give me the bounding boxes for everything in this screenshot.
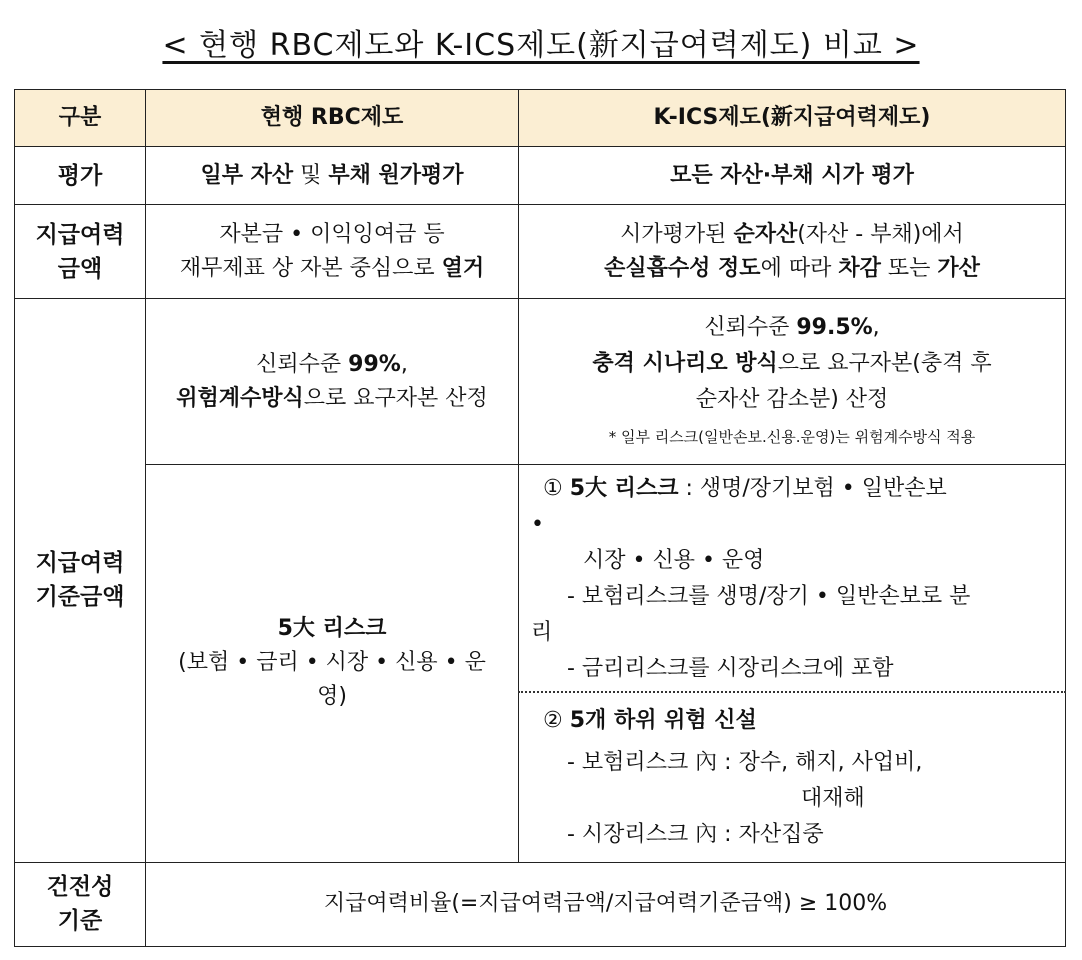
rbc-req-1a: 신뢰수준: [256, 351, 349, 377]
kics-avail-2c: 차감: [838, 255, 881, 281]
kics-req-note: * 일부 리스크(일반손보.신용.운영)는 위험계수방식 적용: [608, 427, 976, 446]
kics-avail-2e: 가산: [937, 255, 980, 281]
kics-sub-line2: 대재해: [801, 786, 865, 812]
kics-r5-bullet: •: [531, 512, 544, 537]
rbc-avail-line2a: 재무제표 상 자본 중심으로: [179, 255, 442, 281]
kics-req-2a: 충격 시나리오 방식: [592, 350, 778, 376]
label-soundness: [15, 862, 146, 946]
rbc-available-capital: [146, 205, 519, 299]
label-available-2: 금액: [57, 255, 103, 282]
kics-req-1c: ,: [872, 314, 880, 340]
rbc-risks-line3: 영): [317, 684, 347, 710]
kics-sub-line1: - 보험리스크 內 : 장수, 해지, 사업비,: [567, 750, 923, 776]
kics-five-risks: [519, 465, 1066, 693]
label-required-1: 지급여력: [35, 550, 125, 577]
kics-req-3: 순자산 감소분) 산정: [695, 386, 889, 412]
rbc-req-2a: 위험계수방식: [176, 385, 304, 411]
kics-sub-title: 5개 하위 위험 신설: [569, 708, 757, 734]
kics-req-1b: 99.5%: [796, 314, 873, 340]
kics-r5-desc: : 생명/장기보험 • 일반손보: [678, 476, 947, 501]
page-title: < 현행 RBC제도와 K-ICS제도(新지급여력제도) 비교 >: [162, 28, 920, 63]
label-evaluation: 평가: [15, 147, 146, 205]
kics-req-2b: 으로 요구자본(충격 후: [777, 350, 992, 376]
kics-evaluation: 모든 자산·부채 시가 평가: [519, 147, 1066, 205]
row-required-capital-top: [15, 299, 1066, 465]
header-rbc: 현행 RBC제도: [146, 90, 519, 147]
comparison-table: [14, 89, 1066, 947]
rbc-avail-line2b: 열거: [441, 255, 485, 281]
kics-sub-line3: - 시장리스크 內 : 자산집중: [567, 822, 824, 848]
kics-r5-line4: - 금리리스크를 시장리스크에 포함: [567, 656, 894, 681]
rbc-required-method: [146, 299, 519, 465]
row-soundness: [15, 862, 1066, 946]
rbc-risks-line2: (보험 • 금리 • 시장 • 신용 • 운: [178, 650, 486, 676]
kics-avail-1c: (자산 - 부채)에서: [797, 221, 964, 247]
kics-avail-2b: 에 따라: [760, 255, 839, 281]
label-soundness-1: 건전성: [46, 874, 114, 900]
rbc-eval-part2: 및: [293, 162, 329, 188]
rbc-five-risks: [146, 465, 519, 863]
rbc-avail-line1: 자본금 • 이익잉여금 등: [219, 221, 445, 247]
label-available-1: 지급여력: [35, 221, 125, 248]
rbc-risks-title: 5大 리스크: [277, 616, 387, 642]
header-category: 구분: [15, 90, 146, 147]
kics-avail-2a: 손실흡수성 정도: [604, 255, 761, 281]
row-required-capital-risks: [15, 465, 1066, 693]
rbc-req-1b: 99%: [348, 351, 401, 377]
kics-req-1a: 신뢰수준: [704, 314, 797, 340]
row-available-capital: [15, 205, 1066, 299]
rbc-eval-part1: 일부 자산: [200, 162, 294, 188]
row-evaluation: [15, 147, 1066, 205]
label-available-capital: [15, 205, 146, 299]
kics-r5-line3b: 리: [531, 620, 553, 645]
rbc-evaluation: [146, 147, 519, 205]
rbc-req-1c: ,: [400, 351, 408, 377]
kics-sub-num: ②: [543, 708, 570, 734]
kics-r5-line3: - 보험리스크를 생명/장기 • 일반손보로 분: [567, 584, 971, 609]
kics-avail-2d: 또는: [880, 255, 938, 281]
kics-avail-1b: 순자산: [733, 221, 798, 247]
kics-available-capital: [519, 205, 1066, 299]
label-required-2: 기준금액: [35, 584, 125, 611]
kics-sub-risks: [519, 692, 1066, 862]
kics-required-method: [519, 299, 1066, 465]
label-required-capital: [15, 299, 146, 863]
kics-r5-line2: 시장 • 신용 • 운영: [583, 548, 765, 573]
kics-r5-num: ①: [543, 476, 570, 501]
header-kics: K-ICS제도(新지급여력제도): [519, 90, 1066, 147]
label-soundness-2: 기준: [57, 908, 103, 934]
kics-avail-1a: 시가평가된: [620, 221, 734, 247]
rbc-req-2b: 으로 요구자본 산정: [303, 385, 488, 411]
rbc-eval-part3: 부채 원가평가: [328, 162, 464, 188]
soundness-value: 지급여력비율(=지급여력금액/지급여력기준금액) ≥ 100%: [146, 862, 1066, 946]
table-header-row: [15, 90, 1066, 147]
kics-r5-title: 5大 리스크: [569, 476, 679, 501]
